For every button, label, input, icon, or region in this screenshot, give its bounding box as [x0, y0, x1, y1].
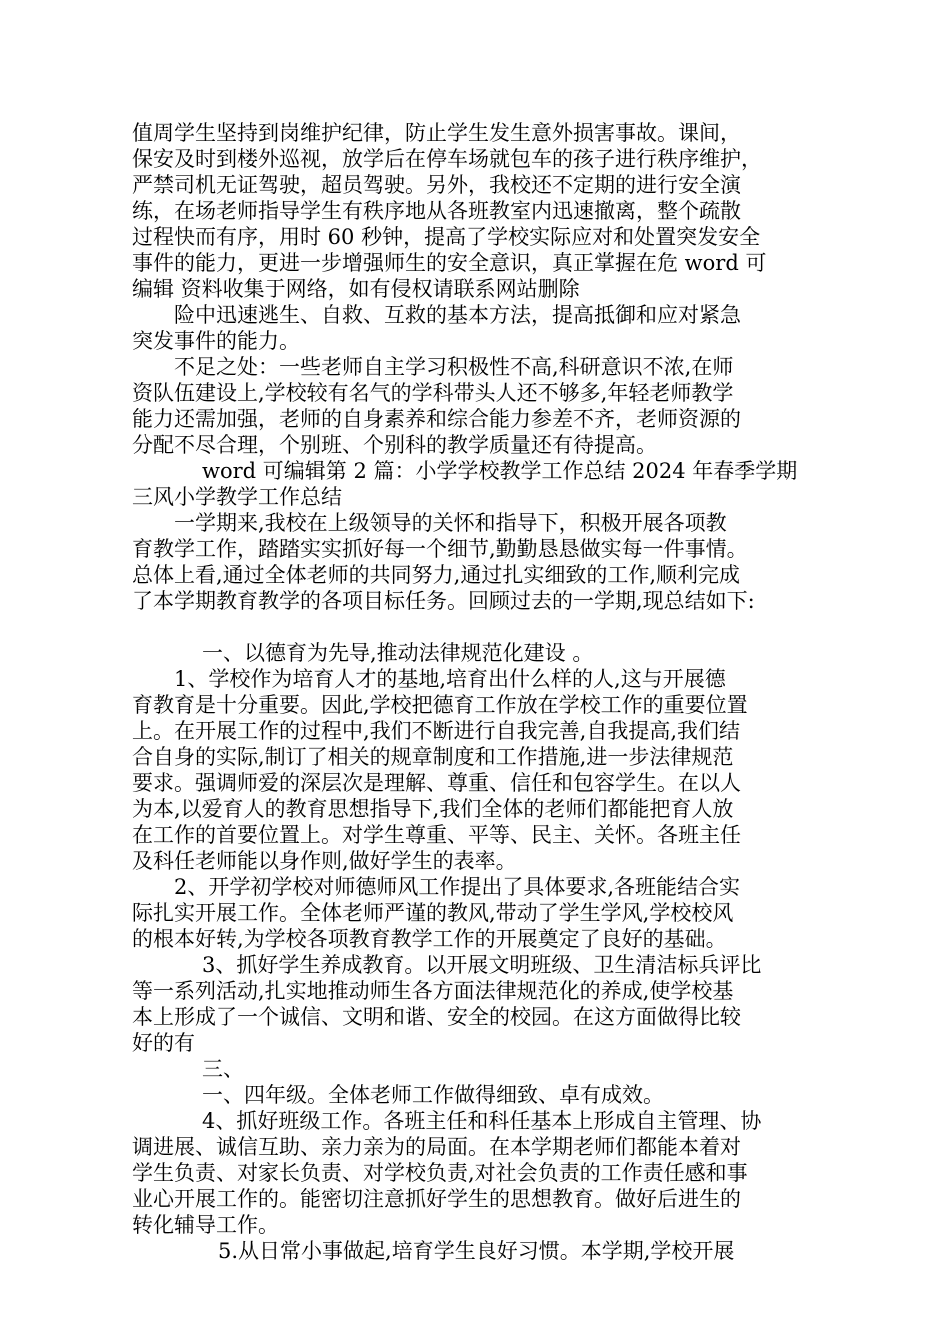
text-line: 过程快而有序，用时 60 秒钟，提高了学校实际应对和处置突发安全 — [132, 225, 761, 249]
document-body — [132, 120, 822, 1264]
text-line: 一、以德育为先导,推动法律规范化建设 。 — [202, 641, 594, 665]
text-line: 的根本好转,为学校各项教育教学工作的开展奠定了良好的基础。 — [132, 927, 727, 951]
text-line: 保安及时到楼外巡视，放学后在停车场就包车的孩子进行秩序维护， — [132, 147, 762, 171]
text-line: 不足之处：一些老师自主学习积极性不高,科研意识不浓,在师 — [174, 355, 734, 379]
text-line: 能力还需加强，老师的自身素养和综合能力参差不齐，老师资源的 — [132, 407, 741, 431]
text-line: 3、抓好学生养成教育。以开展文明班级、卫生清洁标兵评比 — [202, 953, 762, 977]
text-line: 业心开展工作的。能密切注意抓好学生的思想教育。做好后进生的 — [132, 1187, 741, 1211]
text-line: word 可编辑第 2 篇：小学学校教学工作总结 2024 年春季学期 — [202, 459, 798, 483]
text-line: 一、四年级。全体老师工作做得细致、卓有成效。 — [202, 1083, 664, 1107]
text-line: 1、学校作为培育人才的基地,培育出什么样的人,这与开展德 — [174, 667, 726, 691]
text-line: 总体上看,通过全体老师的共同努力,通过扎实细致的工作,顺利完成 — [132, 563, 741, 587]
text-line: 三风小学教学工作总结 — [132, 485, 342, 509]
text-line: 练，在场老师指导学生有秩序地从各班教室内迅速撤离，整个疏散 — [132, 199, 741, 223]
text-line: 4、抓好班级工作。各班主任和科任基本上形成自主管理、协 — [202, 1109, 762, 1133]
text-line: 转化辅导工作。 — [132, 1213, 279, 1237]
text-line: 要求。强调师爱的深层次是理解、尊重、信任和包容学生。在以人 — [132, 771, 741, 795]
text-line: 等一系列活动,扎实地推动师生各方面法律规范化的养成,使学校基 — [132, 979, 734, 1003]
text-line: 2、开学初学校对师德师风工作提出了具体要求,各班能结合实 — [174, 875, 741, 899]
text-line: 上。在开展工作的过程中,我们不断进行自我完善,自我提高,我们结 — [132, 719, 741, 743]
text-line: 好的有 — [132, 1031, 195, 1055]
text-line: 严禁司机无证驾驶，超员驾驶。另外，我校还不定期的进行安全演 — [132, 173, 741, 197]
text-line: 育教学工作，踏踏实实抓好每一个细节,勤勤恳恳做实每一件事情。 — [132, 537, 748, 561]
text-line: 突发事件的能力。 — [132, 329, 300, 353]
text-line: 险中迅速逃生、自救、互救的基本方法，提高抵御和应对紧急 — [174, 303, 741, 327]
text-line: 编辑 资料收集于网络，如有侵权请联系网站删除 — [132, 277, 580, 301]
text-line: 三、 — [202, 1057, 244, 1081]
text-line: 为本,以爱育人的教育思想指导下,我们全体的老师们都能把育人放 — [132, 797, 734, 821]
text-line: 育教育是十分重要。因此,学校把德育工作放在学校工作的重要位置 — [132, 693, 748, 717]
text-line: 了本学期教育教学的各项目标任务。回顾过去的一学期,现总结如下: — [132, 589, 755, 613]
text-line: 值周学生坚持到岗维护纪律，防止学生发生意外损害事故。课间， — [132, 121, 741, 145]
text-line: 一学期来,我校在上级领导的关怀和指导下，积极开展各项教 — [174, 511, 727, 535]
text-line: 在工作的首要位置上。对学生尊重、平等、民主、关怀。各班主任 — [132, 823, 741, 847]
text-line: 际扎实开展工作。全体老师严谨的教风,带动了学生学风,学校校风 — [132, 901, 734, 925]
text-line: 5.从日常小事做起,培育学生良好习惯。本学期,学校开展 — [218, 1239, 735, 1263]
text-line: 调进展、诚信互助、亲力亲为的局面。在本学期老师们都能本着对 — [132, 1135, 741, 1159]
text-line: 事件的能力，更进一步增强师生的安全意识，真正掌握在危 word 可 — [132, 251, 767, 275]
text-line: 及科任老师能以身作则,做好学生的表率。 — [132, 849, 517, 873]
text-line: 学生负责、对家长负责、对学校负责,对社会负责的工作责任感和事 — [132, 1161, 748, 1185]
text-line: 合自身的实际,制订了相关的规章制度和工作措施,进一步法律规范 — [132, 745, 734, 769]
text-line: 资队伍建设上,学校较有名气的学科带头人还不够多,年轻老师教学 — [132, 381, 734, 405]
text-line — [132, 614, 822, 640]
text-line: 分配不尽合理，个别班、个别科的教学质量还有待提高。 — [132, 433, 657, 457]
text-line: 本上形成了一个诚信、文明和谐、安全的校园。在这方面做得比较 — [132, 1005, 741, 1029]
